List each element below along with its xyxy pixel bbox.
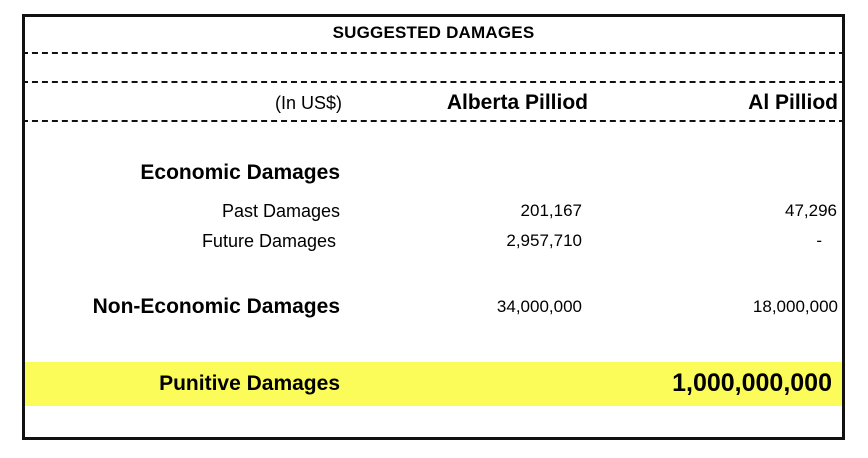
column-header-al: Al Pilliod: [748, 91, 838, 114]
future-damages-al: -: [816, 231, 822, 250]
table-title: SUGGESTED DAMAGES: [332, 23, 535, 42]
non-economic-damages-al: 18,000,000: [752, 297, 838, 316]
punitive-damages-label: Punitive Damages: [159, 372, 340, 395]
future-damages-alberta: 2,957,710: [506, 231, 582, 250]
table-bottom-border: [22, 437, 845, 440]
past-damages-label: Past Damages: [221, 201, 340, 221]
non-economic-damages-label: Non-Economic Damages: [92, 295, 340, 318]
header-divider: [22, 120, 845, 122]
table-right-border: [842, 14, 845, 440]
suggested-damages-table: [22, 14, 845, 440]
future-damages-label: Future Damages: [201, 231, 336, 251]
column-header-alberta: Alberta Pilliod: [446, 91, 588, 114]
economic-damages-heading: Economic Damages: [140, 161, 340, 184]
past-damages-al: 47,296: [785, 201, 837, 220]
past-damages-alberta: 201,167: [520, 201, 582, 220]
units-label: (In US$): [274, 93, 342, 113]
non-economic-damages-alberta: 34,000,000: [496, 297, 582, 316]
punitive-damages-value: 1,000,000,000: [672, 369, 832, 397]
row-divider: [22, 52, 845, 54]
row-divider: [22, 81, 845, 83]
